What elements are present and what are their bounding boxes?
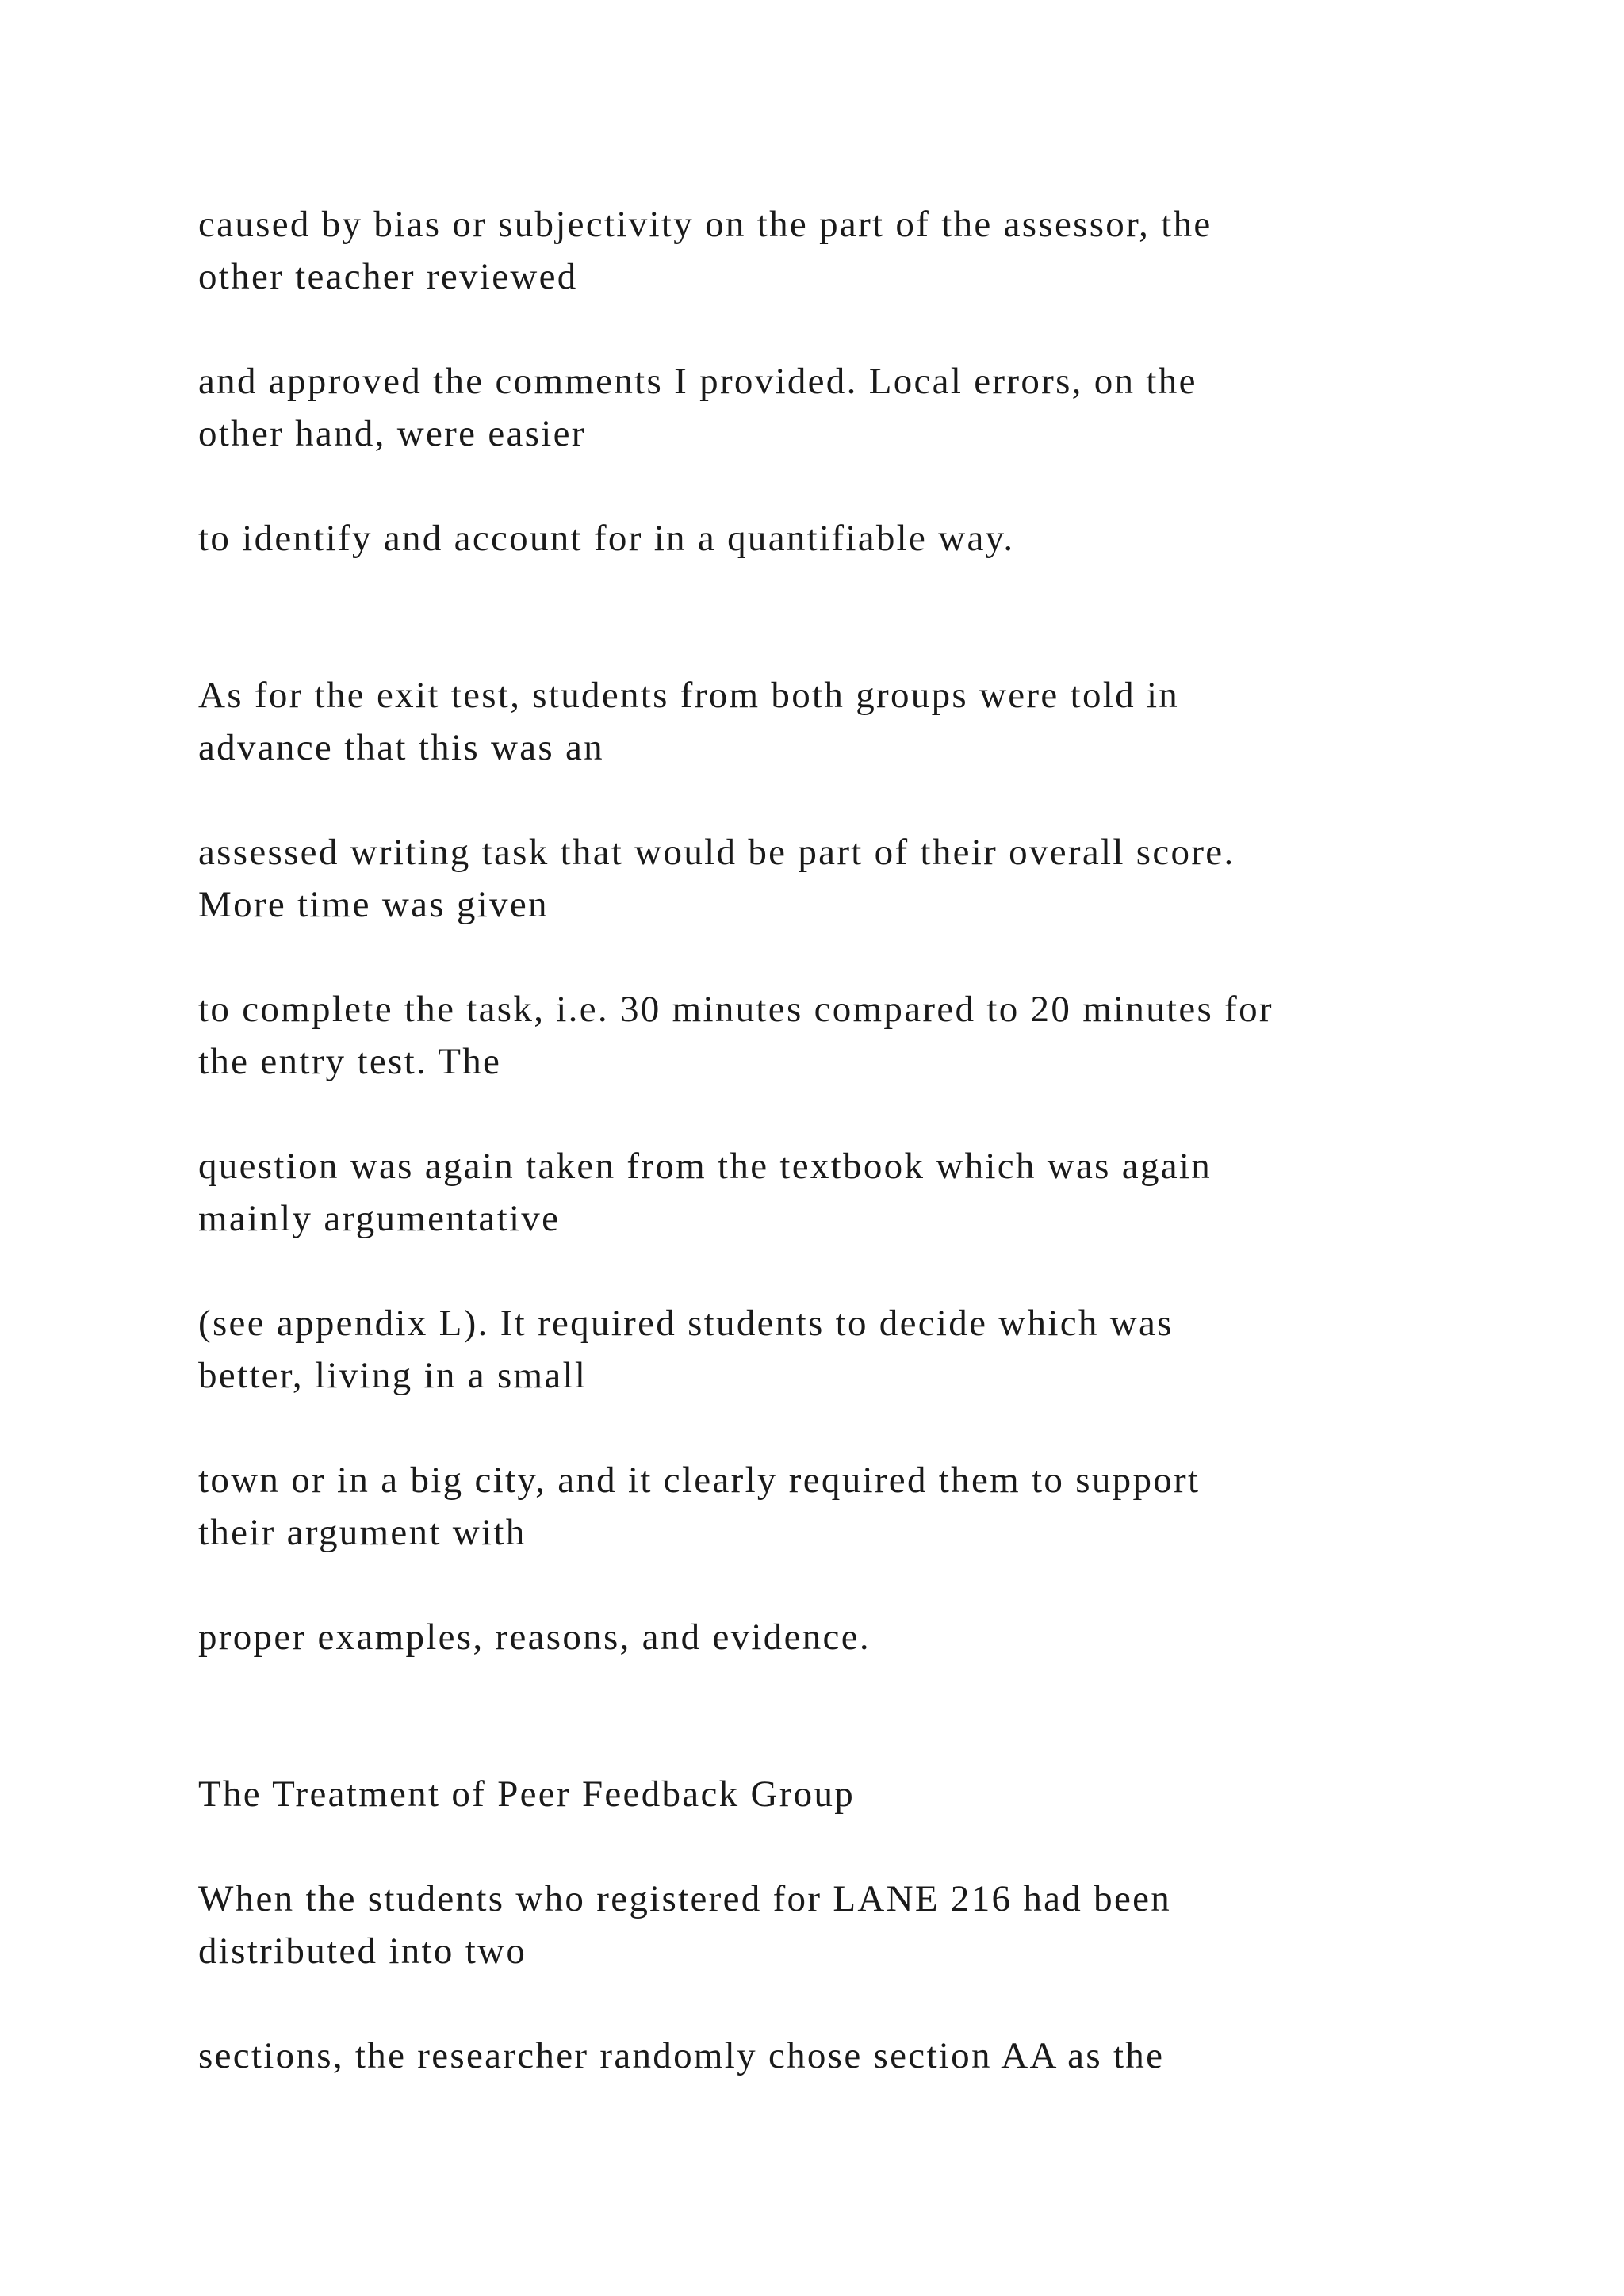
text-line-22: sections, the researcher randomly chose section AA as the <box>198 2035 1165 2076</box>
text-line-14: (see appendix L). It required students to decide which was <box>198 1303 1174 1344</box>
text-line-7: advance that this was an <box>198 727 604 768</box>
text-line-12: question was again taken from the textbook which was again <box>198 1146 1212 1187</box>
text-line-10: to complete the task, i.e. 30 minutes compared to 20 minutes for <box>198 989 1274 1030</box>
section-heading: The Treatment of Peer Feedback Group <box>198 1774 856 1815</box>
text-line-16: town or in a big city, and it clearly required them to support <box>198 1460 1201 1501</box>
text-line-18: proper examples, reasons, and evidence. <box>198 1617 871 1658</box>
text-line-13: mainly argumentative <box>198 1198 561 1239</box>
text-line-20: When the students who registered for LANE 216 had been <box>198 1878 1172 1919</box>
text-line-9: More time was given <box>198 884 549 925</box>
text-line-5: to identify and account for in a quantifiable way. <box>198 518 1015 559</box>
text-line-15: better, living in a small <box>198 1355 588 1396</box>
text-line-1: caused by bias or subjectivity on the part of the assessor, the <box>198 204 1212 245</box>
text-line-17: their argument with <box>198 1512 527 1553</box>
text-line-3: and approved the comments I provided. Local errors, on the <box>198 361 1197 402</box>
text-line-6: As for the exit test, students from both groups were told in <box>198 675 1180 716</box>
text-line-4: other hand, were easier <box>198 413 586 454</box>
text-line-21: distributed into two <box>198 1931 527 1972</box>
text-line-2: other teacher reviewed <box>198 256 578 297</box>
text-line-8: assessed writing task that would be part of their overall score. <box>198 832 1235 873</box>
text-line-11: the entry test. The <box>198 1041 502 1082</box>
